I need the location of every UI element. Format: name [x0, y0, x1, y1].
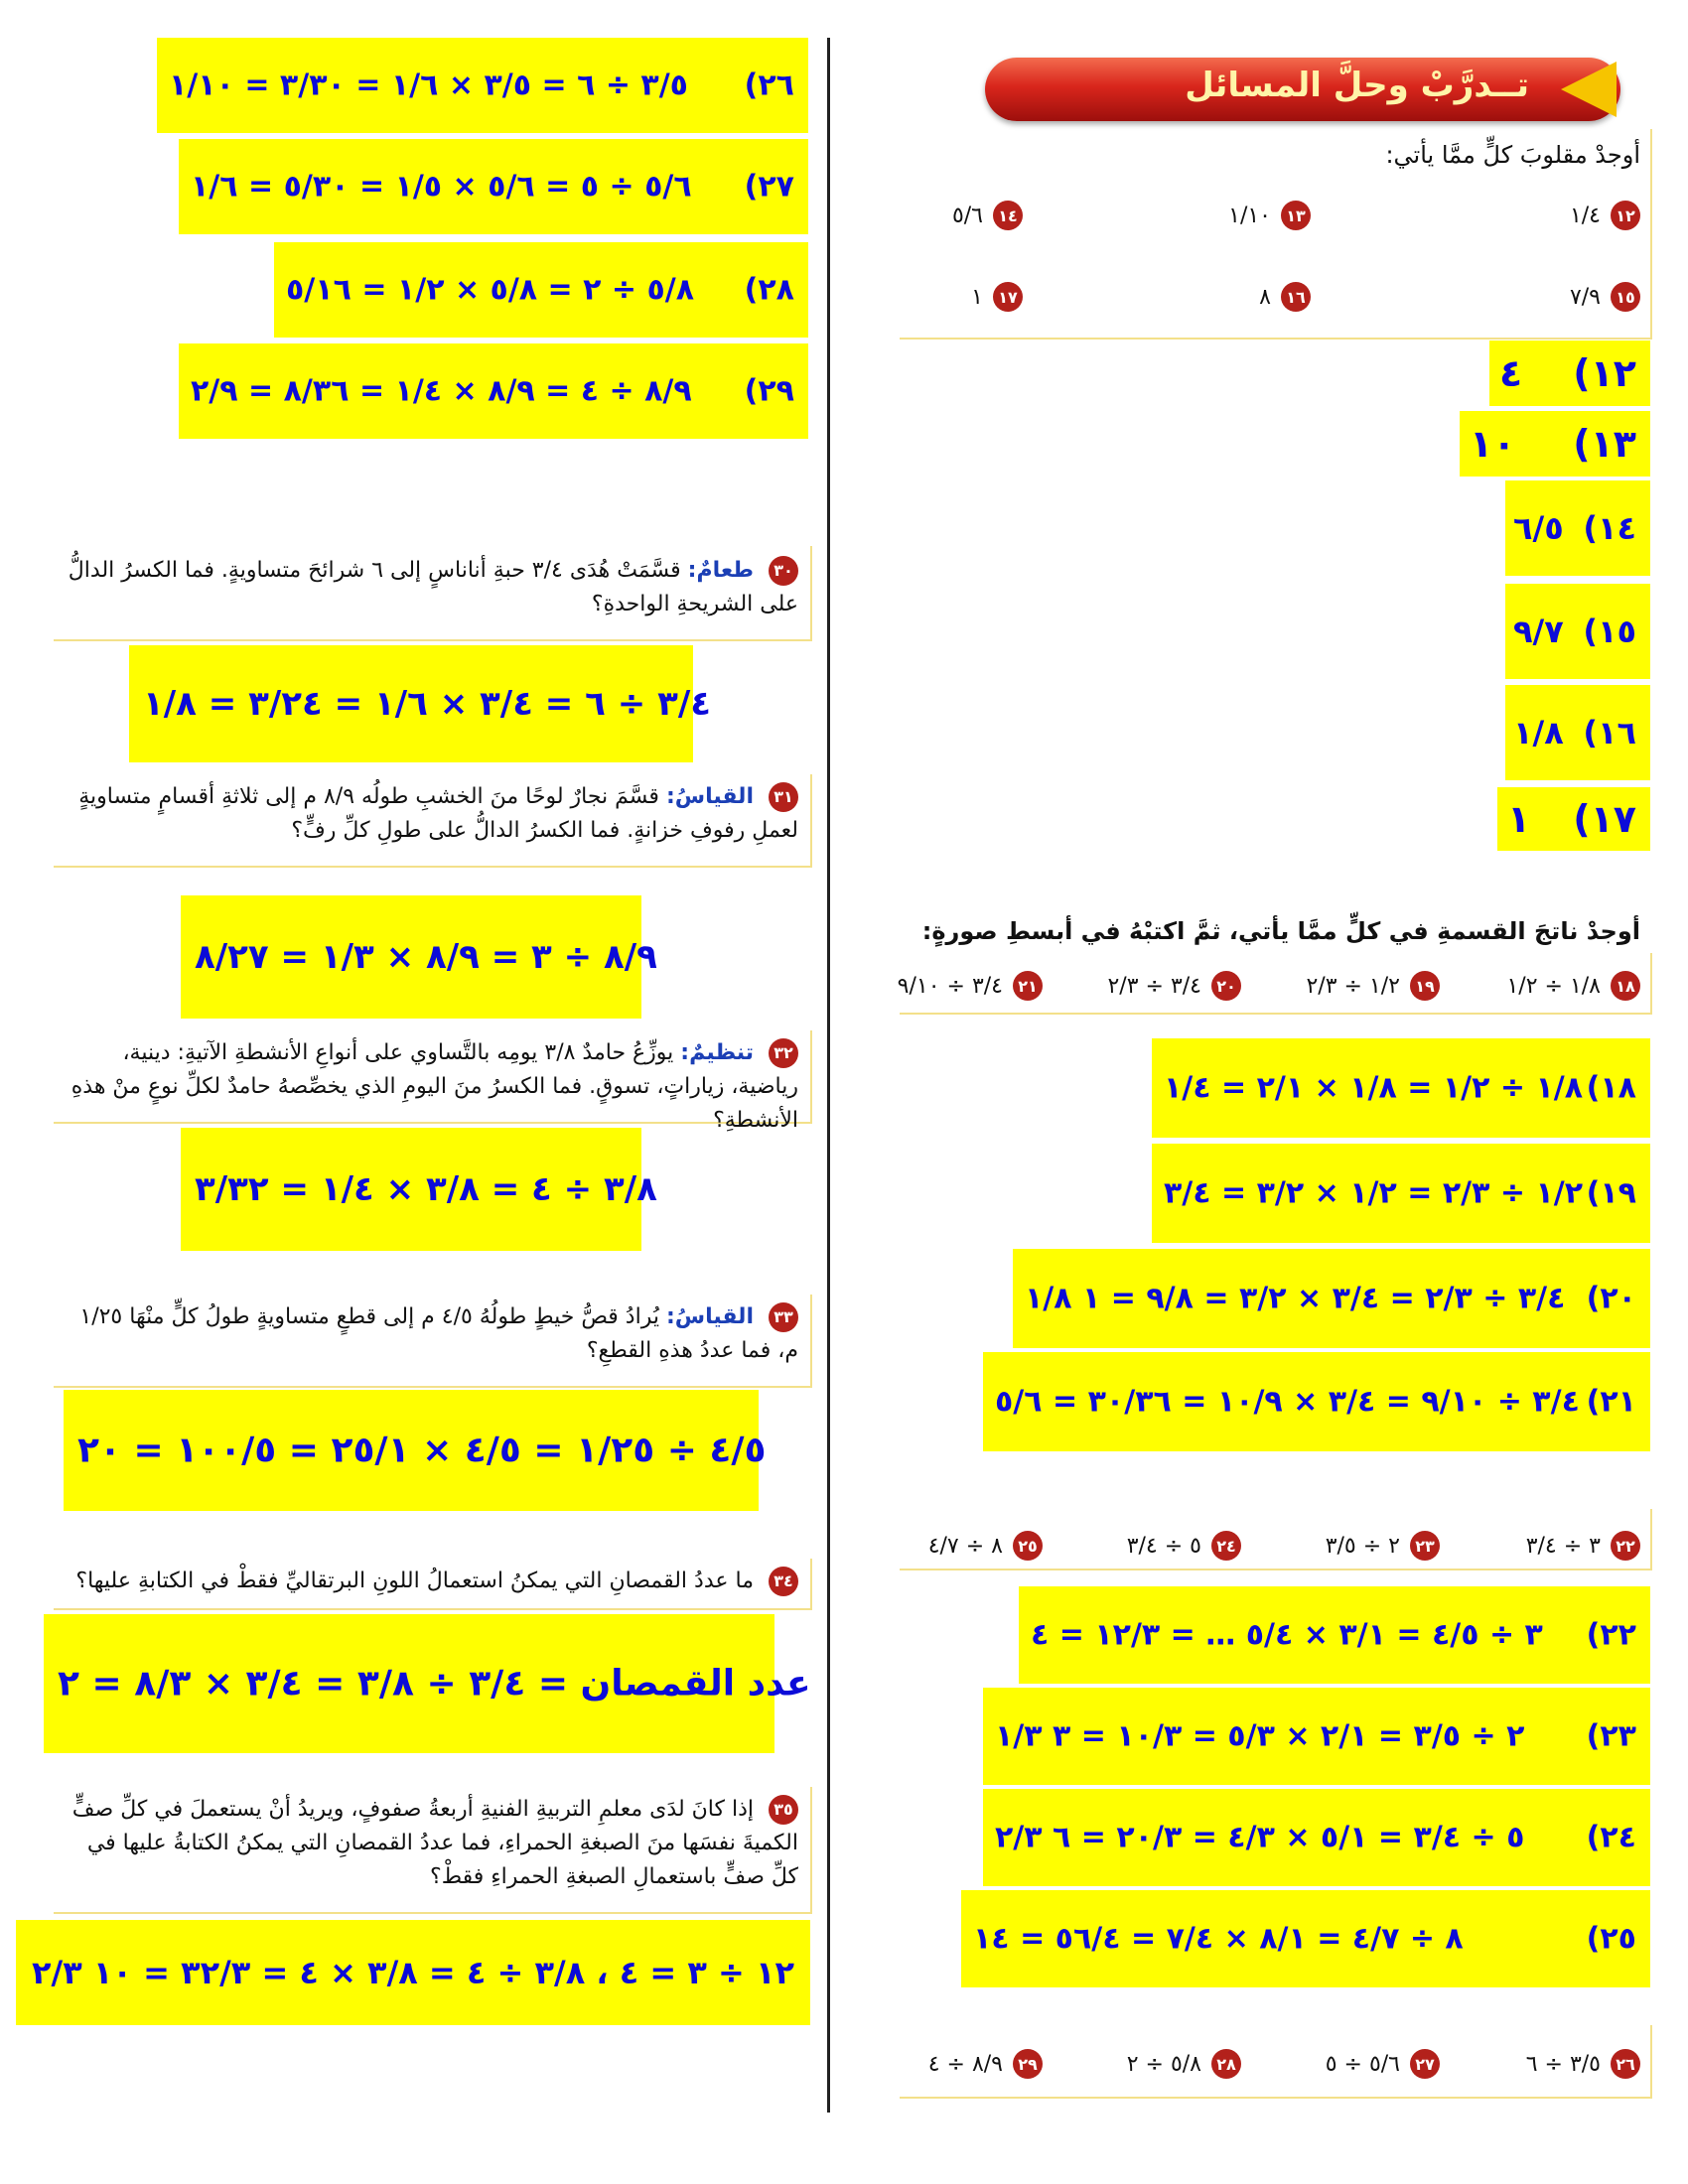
exercise-item — [928, 1531, 1043, 1561]
item-number-badge: ١٥ — [1611, 282, 1640, 312]
answer-number: (٢٩ — [744, 373, 794, 409]
answer-value: ١ — [1507, 797, 1531, 841]
problem-text: قسَّمَ نجارٌ لوحًا منَ الخشبِ طولُه ٨/٩ م إلى ثلاثةِ أقسامٍ متساويةٍ لعملِ رفوفِ خزانةٍ. فما الكسرُ الدالُّ على طولِ كلِّ رفٍّ؟ — [78, 784, 798, 843]
answer-equation: ٢ ÷ ٣/٥ = ٢/١ × ٥/٣ = ١٠/٣ = ٣ ١/٣ — [995, 1718, 1525, 1754]
problem-lead: تنظيمٌ: — [680, 1040, 754, 1065]
exercise-item — [1228, 201, 1311, 230]
answer-band — [1505, 584, 1650, 679]
answer-equation: ١٢ ÷ ٣ = ٤ ، ٣/٨ ÷ ٤ = ٣/٨ × ٤ = ٣٢/٣ = ١٠ ٢/٣ — [31, 1954, 794, 1991]
problem-number-badge: ٣٣ — [769, 1302, 798, 1332]
item-number-badge: ١٣ — [1281, 201, 1311, 230]
banner-arrow-icon — [1561, 62, 1617, 117]
item-expression: ١/٨ ÷ ١/٢ — [1506, 973, 1601, 999]
item-number-badge: ٢٦ — [1611, 2049, 1640, 2079]
word-problem — [64, 554, 798, 621]
answer-number: (١٥ — [1583, 613, 1636, 650]
item-number-badge: ١٩ — [1410, 971, 1440, 1001]
answer-band — [44, 1614, 811, 1753]
answer-value: ١٠ — [1470, 422, 1516, 466]
word-problem — [64, 780, 798, 848]
answer-band — [1505, 685, 1650, 780]
answer-number: (١٧ — [1573, 797, 1636, 841]
problem-number-badge: ٣٤ — [769, 1567, 798, 1596]
answer-number: (٢٢ — [1586, 1617, 1636, 1653]
answer-value: ٤ — [1499, 351, 1523, 395]
word-problem — [64, 1036, 798, 1138]
exercise-item — [1570, 282, 1640, 312]
word-problem — [64, 1300, 798, 1368]
item-number-badge: ٢١ — [1013, 971, 1043, 1001]
answer-number: (١٦ — [1583, 714, 1636, 751]
answer-band — [961, 1890, 1650, 1987]
item-number-badge: ١٧ — [993, 282, 1023, 312]
word-problem — [64, 1793, 798, 1894]
answer-band — [157, 38, 808, 133]
item-number-badge: ٢٢ — [1611, 1531, 1640, 1561]
problem-number-badge: ٣٠ — [769, 556, 798, 586]
item-number-badge: ٢٣ — [1410, 1531, 1440, 1561]
answer-number: (١٣ — [1573, 422, 1636, 466]
problem-number-badge: ٣٥ — [769, 1795, 798, 1825]
item-expression: ٨/٩ ÷ ٤ — [927, 2051, 1003, 2077]
exercise-item — [1127, 2049, 1241, 2079]
answer-band — [1489, 341, 1650, 406]
item-expression: ٣/٥ ÷ ٦ — [1525, 2051, 1601, 2077]
exercise-item — [1259, 282, 1311, 312]
item-number-badge: ١٦ — [1281, 282, 1311, 312]
answer-band — [1152, 1038, 1650, 1138]
item-number-badge: ٢٨ — [1211, 2049, 1241, 2079]
answer-equation: ٥/٦ ÷ ٥ = ٥/٦ × ١/٥ = ٥/٣٠ = ١/٦ — [191, 169, 692, 205]
problem-number-badge: ٣٢ — [769, 1038, 798, 1068]
answer-number: (٢٤ — [1586, 1820, 1636, 1855]
item-expression: ٣ ÷ ٣/٤ — [1525, 1533, 1601, 1559]
item-expression: ١/١٠ — [1228, 203, 1271, 228]
answer-band — [1013, 1249, 1650, 1348]
answer-band — [181, 1128, 657, 1251]
answer-equation: ٨/٩ ÷ ٣ = ٨/٩ × ١/٣ = ٨/٢٧ — [195, 937, 657, 977]
answer-number: (٢٣ — [1586, 1718, 1636, 1754]
answer-number: (٢٦ — [744, 68, 794, 103]
answer-number: (٢٥ — [1586, 1921, 1636, 1957]
item-expression: ١ — [971, 284, 983, 310]
item-expression: ٢ ÷ ٣/٥ — [1325, 1533, 1400, 1559]
item-number-badge: ٢٤ — [1211, 1531, 1241, 1561]
exercise-item — [1127, 1531, 1241, 1561]
exercise-item — [928, 2049, 1043, 2079]
answer-band — [1460, 411, 1650, 477]
answer-equation: ١/٢ ÷ ٢/٣ = ١/٢ × ٣/٢ = ٣/٤ — [1164, 1175, 1584, 1211]
item-expression: ٧/٩ — [1569, 284, 1601, 310]
answer-equation: ٥/٨ ÷ ٢ = ٥/٨ × ١/٢ = ٥/١٦ — [286, 272, 695, 308]
exercise-item — [952, 201, 1023, 230]
answer-equation: ٣/٤ ÷ ٩/١٠ = ٣/٤ × ١٠/٩ = ٣٠/٣٦ = ٥/٦ — [995, 1384, 1580, 1420]
answer-band — [983, 1352, 1650, 1451]
answer-equation: ١/٨ ÷ ١/٢ = ١/٨ × ٢/١ = ١/٤ — [1164, 1070, 1584, 1106]
exercise-item — [1570, 201, 1640, 230]
answer-band — [1019, 1586, 1650, 1684]
answer-equation: ٥ ÷ ٣/٤ = ٥/١ × ٤/٣ = ٢٠/٣ = ٦ ٢/٣ — [995, 1820, 1525, 1855]
answer-band — [983, 1789, 1650, 1886]
item-expression: ١/٢ ÷ ٢/٣ — [1306, 973, 1400, 999]
item-expression: ٨ — [1259, 284, 1271, 310]
item-expression: ٥/٦ ÷ ٥ — [1325, 2051, 1400, 2077]
exercise-item — [1506, 971, 1640, 1001]
answer-band — [1152, 1144, 1650, 1243]
item-expression: ٣/٤ ÷ ٢/٣ — [1107, 973, 1201, 999]
answer-equation: ٣/٥ ÷ ٦ = ٣/٥ × ١/٦ = ٣/٣٠ = ١/١٠ — [169, 68, 688, 103]
answer-band — [274, 242, 808, 338]
problem-text: يُرادُ قصُّ خيطٍ طولُهُ ٤/٥ م إلى قطعٍ متساويةٍ طولُ كلٍّ منْهَا ١/٢٥ م، فما عددُ هذهِ القطعِ؟ — [79, 1304, 798, 1363]
problem-text: قسَّمَتْ هُدَى ٣/٤ حبةِ أناناسٍ إلى ٦ شرائحَ متساويةٍ. فما الكسرُ الدالُّ على الشريحةِ الواحدةِ؟ — [68, 558, 798, 616]
answer-equation: ٣/٨ ÷ ٤ = ٣/٨ × ١/٤ = ٣/٣٢ — [195, 1169, 657, 1209]
item-expression: ٥ ÷ ٣/٤ — [1126, 1533, 1201, 1559]
answer-equation: ٣/٤ ÷ ٦ = ٣/٤ × ١/٦ = ٣/٢٤ = ١/٨ — [143, 684, 711, 724]
answer-band — [64, 1390, 767, 1511]
exercise-item — [971, 282, 1023, 312]
item-number-badge: ١٨ — [1611, 971, 1640, 1001]
item-number-badge: ٢٠ — [1211, 971, 1241, 1001]
answer-band — [1505, 480, 1650, 576]
answer-band — [129, 645, 711, 762]
item-number-badge: ٢٩ — [1013, 2049, 1043, 2079]
division-prompt: أوجدْ ناتجَ القسمةِ في كلٍّ ممَّا يأتي، ثمَّ اكتبْهُ في أبسطِ صورةٍ: — [921, 917, 1640, 945]
item-number-badge: ١٤ — [993, 201, 1023, 230]
answer-band — [179, 343, 808, 439]
item-number-badge: ٢٧ — [1410, 2049, 1440, 2079]
answer-equation: ٣/٤ ÷ ٢/٣ = ٣/٤ × ٣/٢ = ٩/٨ = ١ ١/٨ — [1025, 1281, 1566, 1316]
answer-number: (١٩ — [1586, 1175, 1636, 1211]
item-number-badge: ٢٥ — [1013, 1531, 1043, 1561]
item-expression: ٣/٤ ÷ ٩/١٠ — [897, 973, 1003, 999]
item-expression: ٥/٦ — [951, 203, 983, 228]
answer-number: (٢٠ — [1586, 1281, 1636, 1316]
answer-equation: ٣ ÷ ٤/٥ = ٣/١ × ٥/٤ … = ١٢/٣ = ٤ — [1031, 1617, 1543, 1653]
exercise-item — [1306, 971, 1440, 1001]
answer-equation: ٨/٩ ÷ ٤ = ٨/٩ × ١/٤ = ٨/٣٦ = ٢/٩ — [191, 373, 692, 409]
item-expression: ١/٤ — [1569, 203, 1601, 228]
answer-number: (٢١ — [1586, 1384, 1636, 1420]
problem-lead: القياسُ: — [665, 1304, 754, 1329]
problem-text: يوزِّعُ حامدٌ ٣/٨ يومِه بالتَّساوي على أنواعِ الأنشطةِ الآتيةِ: دينية، رياضية، زياراتٍ، تسوقٍ. فما الكسرُ منَ اليومِ الذي يخصِّصهُ حامدٌ لكلِّ نوعٍ منْ هذهِ الأنشطةِ؟ — [70, 1040, 798, 1133]
exercise-banner — [985, 58, 1620, 121]
exercise-item — [1107, 971, 1241, 1001]
answer-band — [181, 895, 657, 1019]
answer-band — [179, 139, 808, 234]
answer-equation: ٤/٥ ÷ ١/٢٥ = ٤/٥ × ٢٥/١ = ١٠٠/٥ = ٢٠ — [77, 1430, 767, 1471]
banner-title: تــدرَّبْ وحلَّ المسائل — [1185, 66, 1529, 105]
problem-lead: طعامٌ: — [687, 558, 754, 583]
exercise-item — [898, 971, 1043, 1001]
answer-equation: ٨ ÷ ٤/٧ = ٨/١ × ٧/٤ = ٥٦/٤ = ١٤ — [973, 1921, 1464, 1957]
word-problem — [64, 1565, 798, 1598]
answer-band — [1497, 787, 1650, 851]
answer-equation: عدد القمصان = ٣/٤ ÷ ٣/٨ = ٣/٤ × ٨/٣ = ٢ — [58, 1663, 811, 1705]
exercise-item — [1526, 2049, 1640, 2079]
answer-number: (٢٧ — [744, 169, 794, 205]
problem-lead: القياسُ: — [665, 784, 754, 809]
exercise-item — [1326, 2049, 1440, 2079]
answer-value: ١/٨ — [1513, 714, 1564, 751]
problem-text: إذا كانَ لدَى معلمِ التربيةِ الفنيةِ أربعةُ صفوفٍ، ويريدُ أنْ يستعملَ في كلِّ صفٍّ الكميةَ نفسَها منَ الصبغةِ الحمراءِ، فما عددُ القمصانِ التي يمكنُ الكتابةُ عليها في كلِّ صفٍّ باستعمالِ الصبغةِ الحمراءِ فقطْ؟ — [71, 1797, 798, 1889]
exercise-item — [1526, 1531, 1640, 1561]
answer-value: ٦/٥ — [1513, 509, 1564, 547]
answer-band — [16, 1920, 810, 2025]
answer-number: (١٤ — [1583, 509, 1636, 547]
answer-value: ٩/٧ — [1513, 613, 1564, 650]
reciprocal-prompt: أوجدْ مقلوبَ كلٍّ ممَّا يأتي: — [1385, 141, 1640, 169]
answer-number: (٢٨ — [744, 272, 794, 308]
exercise-item — [1326, 1531, 1440, 1561]
column-divider — [827, 38, 830, 2113]
answer-number: (١٢ — [1573, 351, 1636, 395]
item-expression: ٨ ÷ ٤/٧ — [927, 1533, 1003, 1559]
item-expression: ٥/٨ ÷ ٢ — [1126, 2051, 1201, 2077]
problem-number-badge: ٣١ — [769, 782, 798, 812]
problem-text: ما عددُ القمصانِ التي يمكنُ استعمالُ اللونِ البرتقاليِّ فقطْ في الكتابةِ عليها؟ — [75, 1569, 754, 1593]
answer-band — [983, 1688, 1650, 1785]
item-number-badge: ١٢ — [1611, 201, 1640, 230]
answer-number: (١٨ — [1586, 1070, 1636, 1106]
